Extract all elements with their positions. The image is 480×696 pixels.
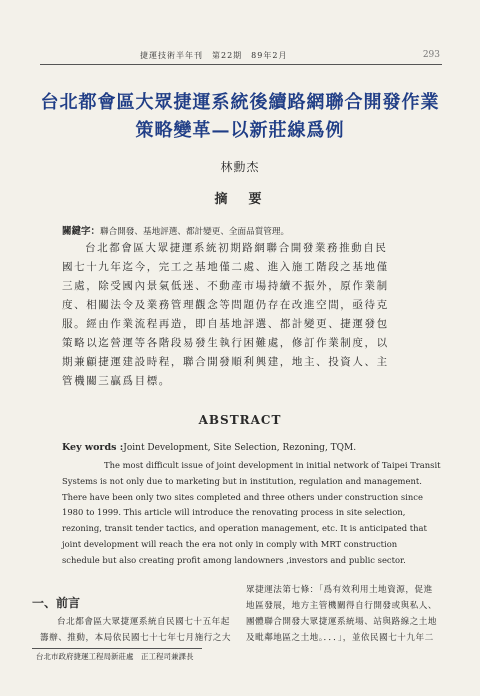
keywords-zh-label: 關鍵字： bbox=[62, 226, 101, 237]
keywords-zh-text: 聯合開發、基地評選、都計變更、全面品質管理。 bbox=[100, 227, 290, 237]
body-line: 籌辦、推動，本局依民國七十七年七月施行之大 bbox=[40, 633, 231, 643]
abstract-en-line: joint development will reach the era not only in comply with MRT construction bbox=[62, 538, 398, 549]
abstract-zh-line: 期兼顧捷運建設時程，聯合開發順利興建，地主、投資人、主 bbox=[62, 356, 389, 368]
keywords-en bbox=[62, 442, 356, 453]
abstract-zh-line: 策略以迄營運等各階段易發生執行困難處，修訂作業制度，以 bbox=[62, 337, 389, 349]
abstract-en-heading: ABSTRACT bbox=[198, 413, 282, 427]
abstract-zh-line: 度、相關法令及業務管理觀念等問題仍存在改進空間，亟待克 bbox=[62, 299, 389, 311]
abstract-en-line: schedule but also creating profit among landowners ,investors and public sector. bbox=[62, 554, 406, 565]
abstract-zh-line: 國七十九年迄今，完工之基地僅二處、進入施工階段之基地僅 bbox=[62, 261, 389, 273]
abstract-zh-line: 台北都會區大眾捷運系統初期路網聯合開發業務推動自民 bbox=[85, 242, 388, 254]
section-heading: 一、前言 bbox=[32, 596, 81, 610]
abstract-zh-heading: 摘 要 bbox=[214, 192, 266, 207]
title-line-1: 台北都會區大眾捷運系統後續路網聯合開發作業 bbox=[40, 92, 440, 113]
abstract-en-line: Systems is not only due to marketing but in institution, regulation and management. bbox=[62, 475, 422, 486]
header-rule bbox=[40, 64, 442, 65]
abstract-en-line: There have been only two sites completed and three others under construction since bbox=[62, 491, 423, 502]
keywords-zh bbox=[62, 223, 442, 237]
abstract-en-line: The most difficult issue of joint development in initial network of Taipei Transit bbox=[104, 460, 441, 470]
body-line: 台北都會區大眾捷運系統自民國七十五年起 bbox=[57, 617, 230, 627]
abstract-zh-line: 管機關三贏爲目標。 bbox=[62, 375, 171, 387]
page-number: 293 bbox=[422, 50, 440, 60]
abstract-zh-line: 服。經由作業流程再造，即自基地評選、都計變更、捷運發包 bbox=[62, 318, 389, 330]
running-header: 捷運技術半年刊 第22期 89年2月 bbox=[140, 51, 288, 60]
abstract-en-line: rezoning, transit tender tactics, and operation management, etc. It is anticipated that bbox=[62, 523, 427, 534]
keywords-en-label: Key words : bbox=[62, 442, 124, 453]
keywords-en-text: Joint Development, Site Selection, Rezoning, TQM. bbox=[123, 443, 357, 453]
body-column-right bbox=[246, 582, 446, 646]
body-line: 團體聯合開發大眾捷運系統場、站與路線之土地 bbox=[246, 617, 437, 627]
abstract-en-line: 1980 to 1999. This article will introduce the renovating process in site selection, bbox=[62, 507, 406, 518]
footnote-rule bbox=[32, 648, 202, 649]
footnote: 台北市政府捷運工程局新莊處 正工程司兼課長 bbox=[36, 652, 194, 661]
abstract-zh-line: 三處，除受國內景氣低迷、不動產市場持續不振外，原作業制 bbox=[62, 280, 389, 292]
abstract-en-body bbox=[62, 458, 452, 569]
title-line-2: 策略變革—以新莊線爲例 bbox=[135, 120, 345, 141]
author: 林勳杰 bbox=[220, 160, 260, 174]
body-line: 及毗鄰地區之土地。．．．」，並依民國七十九年二 bbox=[246, 633, 434, 643]
body-line: 地區發展，地方主管機關得自行開發或與私人、 bbox=[246, 601, 437, 611]
abstract-zh-body bbox=[62, 239, 447, 391]
body-column-left bbox=[40, 614, 231, 646]
body-line: 眾捷運法第七條：「爲有效利用土地資源，促進 bbox=[246, 585, 433, 595]
